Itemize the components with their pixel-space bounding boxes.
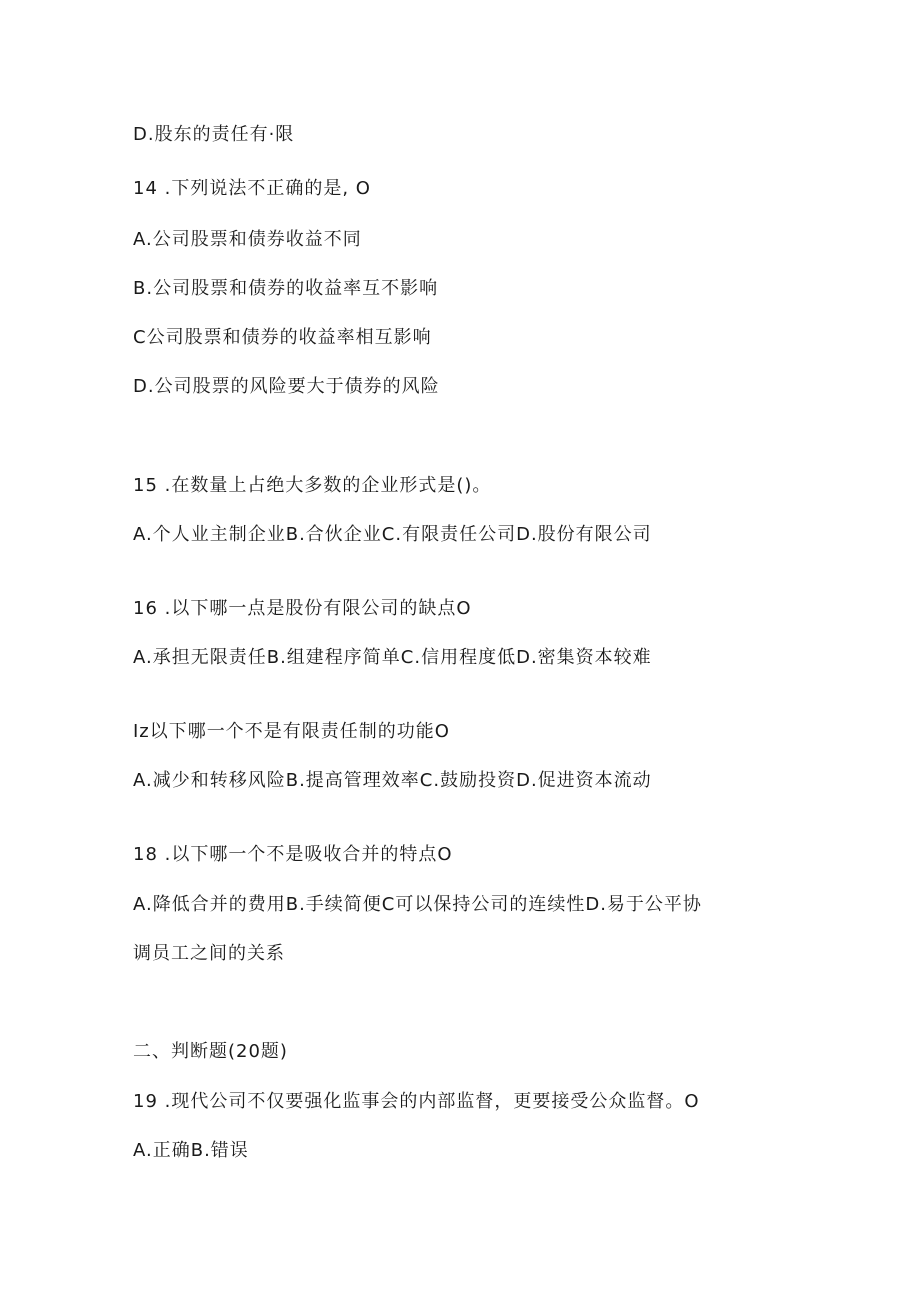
question-15: 15 .在数量上占绝大多数的企业形式是()。	[133, 475, 492, 496]
options-18-cont: 调员工之间的关系	[133, 943, 285, 964]
section-heading-judgement: 二、判断题(20题)	[133, 1041, 288, 1062]
option-13-d: D.股东的责任有·限	[133, 124, 295, 145]
question-14: 14 .下列说法不正确的是, O	[133, 178, 371, 199]
option-14-d: D.公司股票的风险要大于债券的风险	[133, 376, 440, 397]
option-14-c: C公司股票和债券的收益率相互影响	[133, 327, 432, 348]
question-16: 16 .以下哪一点是股份有限公司的缺点O	[133, 598, 472, 619]
question-18: 18 .以下哪一个不是吸收合并的特点O	[133, 844, 453, 865]
options-18: A.降低合并的费用B.手续简便C可以保持公司的连续性D.易于公平协	[133, 894, 702, 915]
question-17: Iz以下哪一个不是有限责任制的功能O	[133, 721, 450, 742]
question-19: 19 .现代公司不仅要强化监事会的内部监督，更要接受公众监督。O	[133, 1091, 700, 1112]
options-15: A.个人业主制企业B.合伙企业C.有限责任公司D.股份有限公司	[133, 524, 652, 545]
options-19: A.正确B.错误	[133, 1140, 249, 1161]
options-16: A.承担无限责任B.组建程序简单C.信用程度低D.密集资本较难	[133, 647, 652, 668]
options-17: A.减少和转移风险B.提高管理效率C.鼓励投资D.促进资本流动	[133, 770, 652, 791]
option-14-b: B.公司股票和债券的收益率互不影响	[133, 278, 439, 299]
option-14-a: A.公司股票和债券收益不同	[133, 229, 362, 250]
